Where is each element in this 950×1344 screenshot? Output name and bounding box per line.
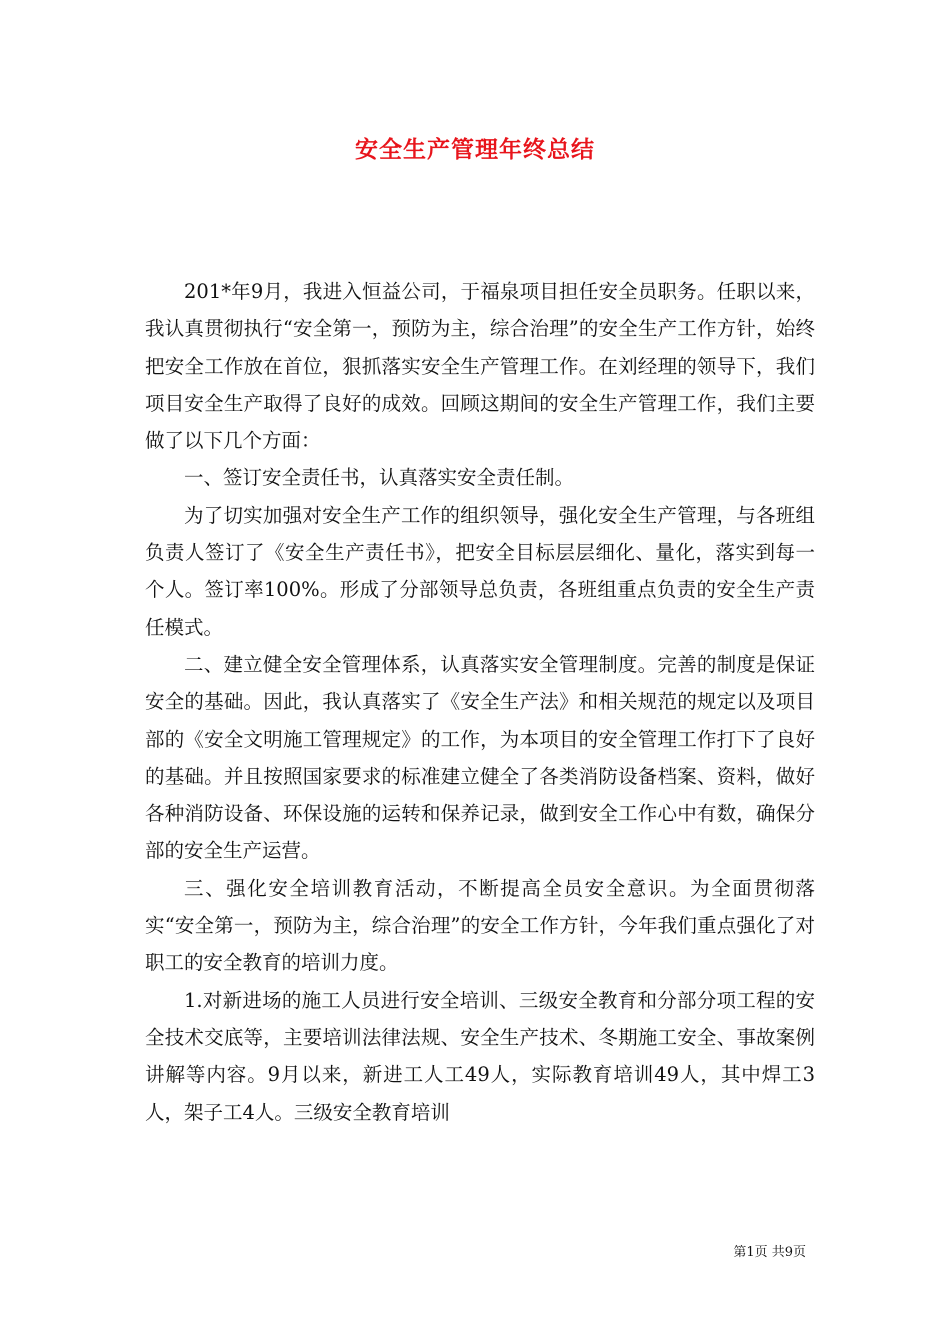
paragraph-intro: 201*年9月，我进入恒益公司，于福泉项目担任安全员职务。任职以来，我认真贯彻执行“安全第一，预防为主，综合治理”的安全生产工作方针，始终把安全工作放在首位，狠抓落实安全生产管理工作。在刘经理的领导下，我们项目安全生产取得了良好的成效。回顾这期间的安全生产管理工作，我们主要做了以下几个方面：: [145, 280, 815, 453]
document-title: 安全生产管理年终总结: [355, 136, 595, 163]
paragraph-section-1-body: 为了切实加强对安全生产工作的组织领导，强化安全生产管理，与各班组负责人签订了《安全生产责任书》，把安全目标层层细化、量化，落实到每一个人。签订率100%。形成了分部领导总负责，各班组重点负责的安全生产责任模式。: [145, 503, 815, 639]
paragraph-item-1: 1.对新进场的施工人员进行安全培训、三级安全教育和分部分项工程的安全技术交底等，主要培训法律法规、安全生产技术、冬期施工安全、事故案例讲解等内容。9月以来，新进工人工49人，实际教育培训49人，其中焊工3人，架子工4人。三级安全教育培训: [145, 988, 815, 1124]
paragraph-section-2: 二、建立健全安全管理体系，认真落实安全管理制度。完善的制度是保证安全的基础。因此，我认真落实了《安全生产法》和相关规范的规定以及项目部的《安全文明施工管理规定》的工作，为本项目的安全管理工作打下了良好的基础。并且按照国家要求的标准建立健全了各类消防设备档案、资料，做好各种消防设备、环保设施的运转和保养记录，做到安全工作心中有数，确保分部的安全生产运营。: [145, 652, 815, 863]
document-body: [145, 273, 815, 1131]
paragraph-section-3: 三、强化安全培训教育活动，不断提高全员安全意识。为全面贯彻落实“安全第一，预防为主，综合治理”的安全工作方针，今年我们重点强化了对职工的安全教育的培训力度。: [145, 876, 815, 975]
page-number: 第1页 共9页: [733, 1245, 806, 1260]
paragraph-section-1-heading: 一、签订安全责任书，认真落实安全责任制。: [184, 466, 575, 490]
